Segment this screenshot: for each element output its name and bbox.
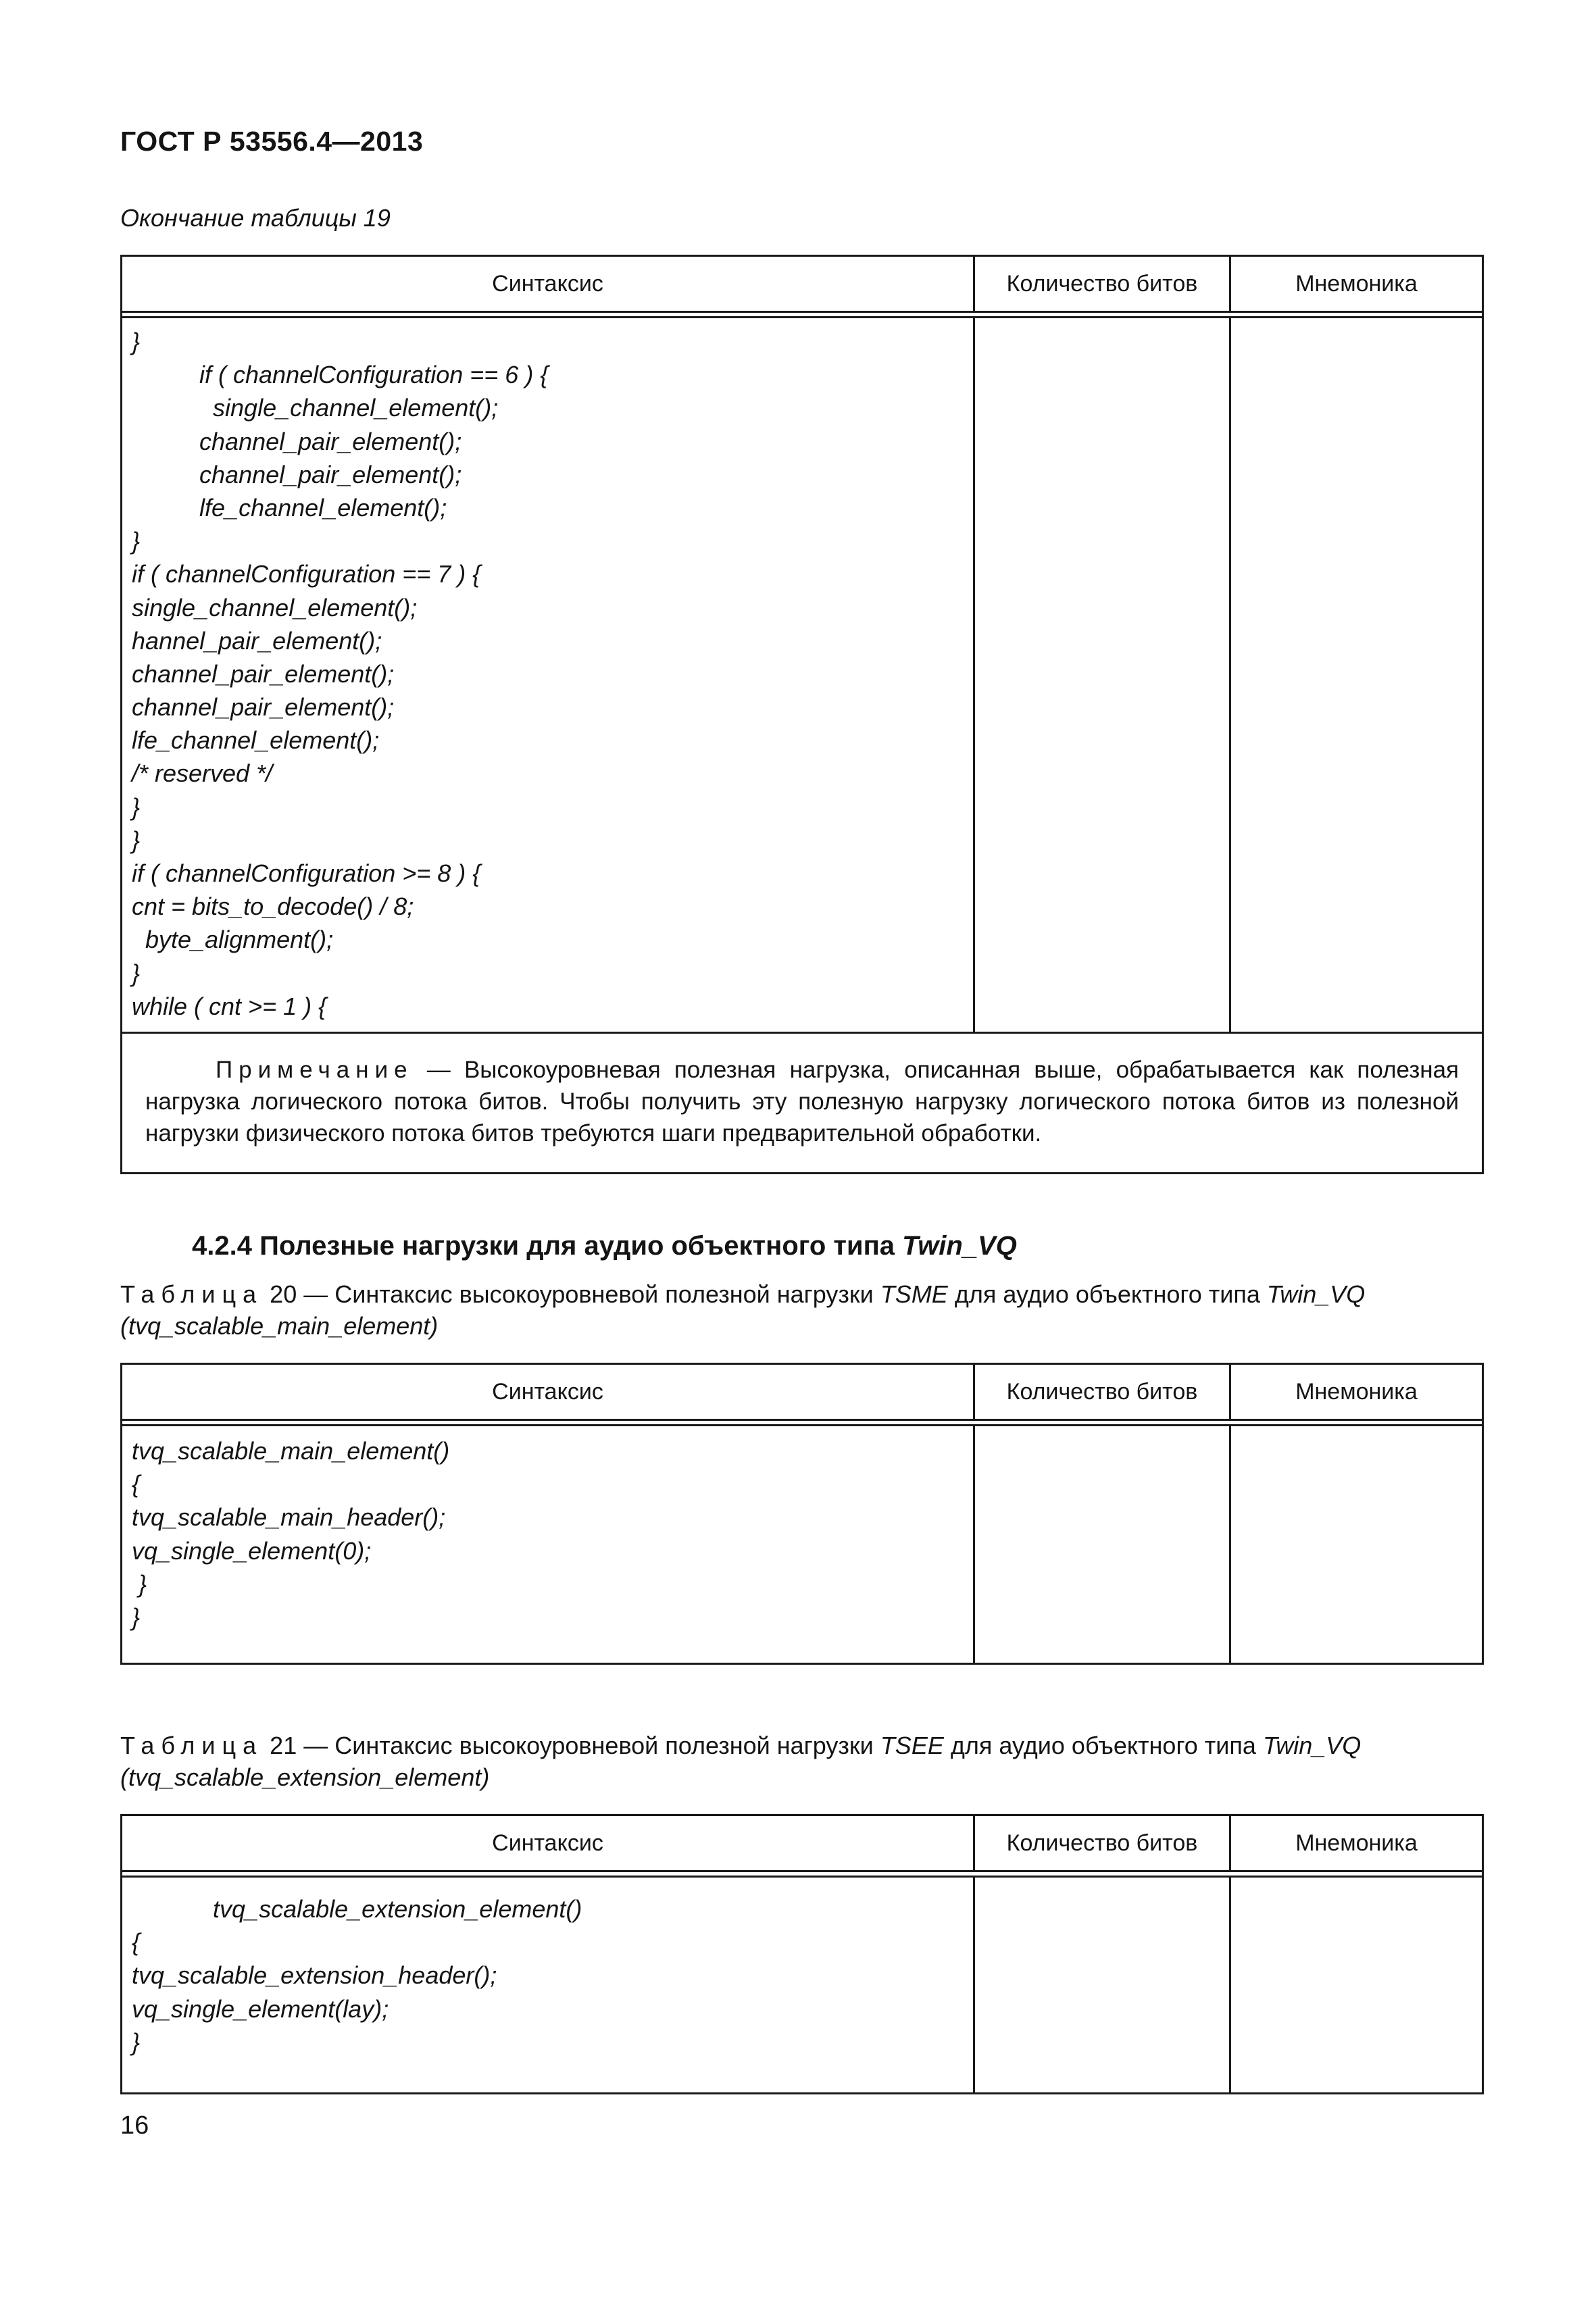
code-line: hannel_pair_element(); xyxy=(132,626,382,655)
syntax-cell xyxy=(122,1878,975,2092)
code-line: single_channel_element(); xyxy=(132,394,499,422)
element-name: (tvq_scalable_main_element) xyxy=(120,1312,439,1340)
table-body-row xyxy=(122,1878,1482,2092)
mnemonic-cell xyxy=(1231,1426,1482,1663)
code-line: } xyxy=(132,793,141,821)
code-line: } xyxy=(132,826,141,854)
code-line: single_channel_element(); xyxy=(132,593,418,622)
code-line: channel_pair_element(); xyxy=(132,693,395,722)
code-line: if ( channelConfiguration == 7 ) { xyxy=(132,560,481,588)
column-header-bits: Количество битов xyxy=(975,1816,1231,1870)
code-line: tvq_scalable_extension_element() xyxy=(132,1895,582,1923)
table-20-title xyxy=(120,1278,1484,1342)
column-header-bits: Количество битов xyxy=(975,1365,1231,1419)
syntax-cell xyxy=(122,318,975,1032)
code-line: } xyxy=(132,328,141,355)
code-line: } xyxy=(132,527,141,555)
column-header-syntax: Синтаксис xyxy=(122,1816,975,1870)
audio-object-type: Twin_VQ xyxy=(1262,1732,1362,1759)
table-19 xyxy=(120,255,1484,1174)
code-line: vq_single_element(lay); xyxy=(132,1994,389,2023)
code-line: cnt = bits_to_decode() / 8; xyxy=(132,892,414,921)
table-title-mid: для аудио объектного типа xyxy=(950,1732,1256,1759)
column-header-syntax: Синтаксис xyxy=(122,257,975,311)
code-line: /* reserved */ xyxy=(132,759,273,788)
table-note xyxy=(122,1032,1482,1172)
code-line: channel_pair_element(); xyxy=(132,427,462,455)
page-number: 16 xyxy=(120,2111,149,2140)
mnemonic-cell xyxy=(1231,1878,1482,2092)
code-line: { xyxy=(132,1928,141,1957)
column-header-syntax: Синтаксис xyxy=(122,1365,975,1419)
code-line: byte_alignment(); xyxy=(132,926,334,954)
table-header-row xyxy=(122,257,1482,313)
bits-cell xyxy=(975,318,1231,1032)
code-line: if ( channelConfiguration >= 8 ) { xyxy=(132,859,481,887)
table-title-mid: для аудио объектного типа xyxy=(954,1280,1260,1308)
payload-acronym: TSME xyxy=(880,1280,948,1308)
column-header-mnemonic: Мнемоника xyxy=(1295,270,1418,297)
table-label: Таблица xyxy=(120,1732,264,1759)
element-name: (tvq_scalable_extension_element) xyxy=(120,1763,490,1791)
code-line: lfe_channel_element(); xyxy=(132,493,447,522)
column-header-bits: Количество битов xyxy=(975,257,1231,311)
code-line: lfe_channel_element(); xyxy=(132,726,380,755)
code-line: tvq_scalable_main_header(); xyxy=(132,1503,446,1532)
section-title: 4.2.4 Полезные нагрузки для аудио объектного типа xyxy=(192,1231,895,1261)
table-body-row xyxy=(122,1426,1482,1663)
code-line: while ( cnt >= 1 ) { xyxy=(132,992,327,1020)
note-text: — Высокоуровневая полезная нагрузка, описанная выше, обрабатывается как полезная нагрузка логического потока битов. Чтобы получить эту полезную нагрузку логического потока битов из полезной нагрузки физического потока битов требуются шаги предварительной обработки. xyxy=(145,1057,1459,1147)
code-line: } xyxy=(132,1603,141,1631)
code-line: vq_single_element(0); xyxy=(132,1536,372,1565)
code-line: } xyxy=(132,959,141,987)
table-title-text: 20 — Синтаксис высокоуровневой полезной нагрузки xyxy=(270,1280,874,1308)
payload-acronym: TSEE xyxy=(880,1732,944,1759)
table-21 xyxy=(120,1814,1484,2094)
code-line: tvq_scalable_main_element() xyxy=(132,1437,450,1465)
section-heading xyxy=(192,1231,1017,1261)
table-label: Таблица xyxy=(120,1280,264,1308)
column-header-mnemonic: Мнемоника xyxy=(1295,1378,1418,1405)
code-line: channel_pair_element(); xyxy=(132,460,462,488)
column-header-mnemonic: Мнемоника xyxy=(1295,1830,1418,1856)
code-line: if ( channelConfiguration == 6 ) { xyxy=(132,361,549,389)
note-label: Примечание xyxy=(216,1057,414,1083)
table-20 xyxy=(120,1363,1484,1665)
code-line: { xyxy=(132,1470,141,1499)
document-standard-number: ГОСТ Р 53556.4—2013 xyxy=(120,126,424,157)
bits-cell xyxy=(975,1878,1231,2092)
audio-object-type: Twin_VQ xyxy=(1266,1280,1366,1308)
table-header-row xyxy=(122,1816,1482,1872)
mnemonic-cell xyxy=(1231,318,1482,1032)
table-21-title xyxy=(120,1730,1484,1793)
syntax-cell xyxy=(122,1426,975,1663)
code-line: channel_pair_element(); xyxy=(132,659,395,688)
code-line: tvq_scalable_extension_header(); xyxy=(132,1961,497,1990)
code-line: } xyxy=(132,1569,147,1598)
table-19-caption: Окончание таблицы 19 xyxy=(120,204,391,232)
section-title-type: Twin_VQ xyxy=(902,1231,1017,1261)
table-body-row xyxy=(122,318,1482,1032)
table-title-text: 21 — Синтаксис высокоуровневой полезной нагрузки xyxy=(270,1732,874,1759)
bits-cell xyxy=(975,1426,1231,1663)
code-line: } xyxy=(132,2028,141,2056)
table-header-row xyxy=(122,1365,1482,1421)
